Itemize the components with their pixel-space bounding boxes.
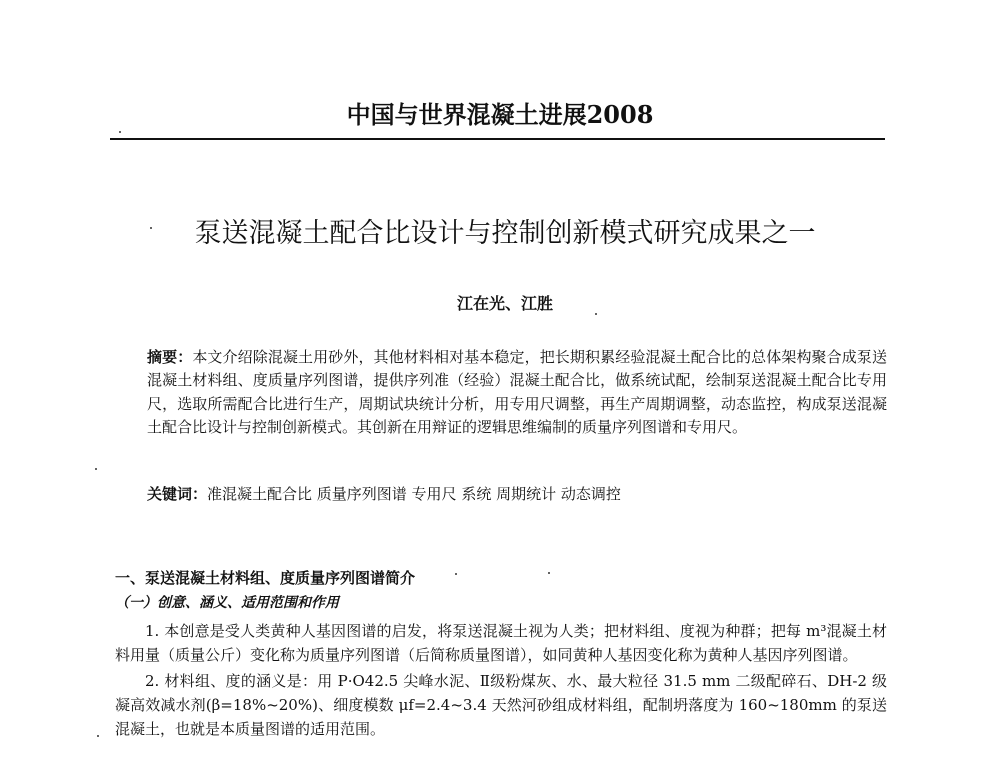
abstract-label: 摘要： <box>147 348 193 366</box>
scan-speck <box>455 573 457 575</box>
keywords <box>147 483 887 506</box>
scan-speck <box>150 227 152 229</box>
paper-title: 泵送混凝土配合比设计与控制创新模式研究成果之一 <box>194 218 816 249</box>
scan-speck <box>97 735 99 737</box>
section-body <box>115 619 887 741</box>
scan-speck <box>548 572 550 574</box>
scan-speck <box>95 468 97 470</box>
header-rule <box>110 138 885 140</box>
body-paragraph: 2. 材料组、度的涵义是：用 P·O42.5 尖峰水泥、Ⅱ级粉煤灰、水、最大粒径 31.5 mm 二级配碎石、DH-2 级凝高效减水剂(β=18%~20%)、细度模数 μf=2.4~3.4 天然河砂组成材料组，配制坍落度为 160~180mm 的泵送混凝土，也就是本质量图谱的适用范围。 <box>115 672 887 738</box>
running-header-title: 中国与世界混凝土进展2008 <box>346 100 654 129</box>
abstract-text: 本文介绍除混凝土用砂外，其他材料相对基本稳定，把长期积累经验混凝土配合比的总体架构聚合成泵送混凝土材料组、度质量序列图谱，提供序列准（经验）混凝土配合比，做系统试配，绘制泵送混凝土配合比专用尺，选取所需配合比进行生产，周期试块统计分析，用专用尺调整，再生产周期调整，动态监控，构成泵送混凝土配合比设计与控制创新模式。其创新在用辩证的逻辑思维编制的质量序列图谱和专用尺。 <box>147 348 887 437</box>
subsection-heading: （一）创意、涵义、适用范围和作用 <box>115 595 339 611</box>
paper-authors: 江在光、江胜 <box>456 294 553 313</box>
section-heading: 一、泵送混凝土材料组、度质量序列图谱简介 <box>115 569 416 587</box>
keywords-text: 准混凝土配合比 质量序列图谱 专用尺 系统 周期统计 动态调控 <box>207 485 621 503</box>
keywords-label: 关键词： <box>147 485 208 503</box>
scan-speck <box>119 131 121 133</box>
abstract <box>147 346 887 440</box>
scan-speck <box>595 313 597 315</box>
body-paragraph: 1. 本创意是受人类黄种人基因图谱的启发，将泵送混凝土视为人类；把材料组、度视为种群；把每 m³混凝土材料用量（质量公斤）变化称为质量序列图谱（后简称质量图谱），如同黄种人基因变化称为黄种人基因序列图谱。 <box>115 622 887 664</box>
